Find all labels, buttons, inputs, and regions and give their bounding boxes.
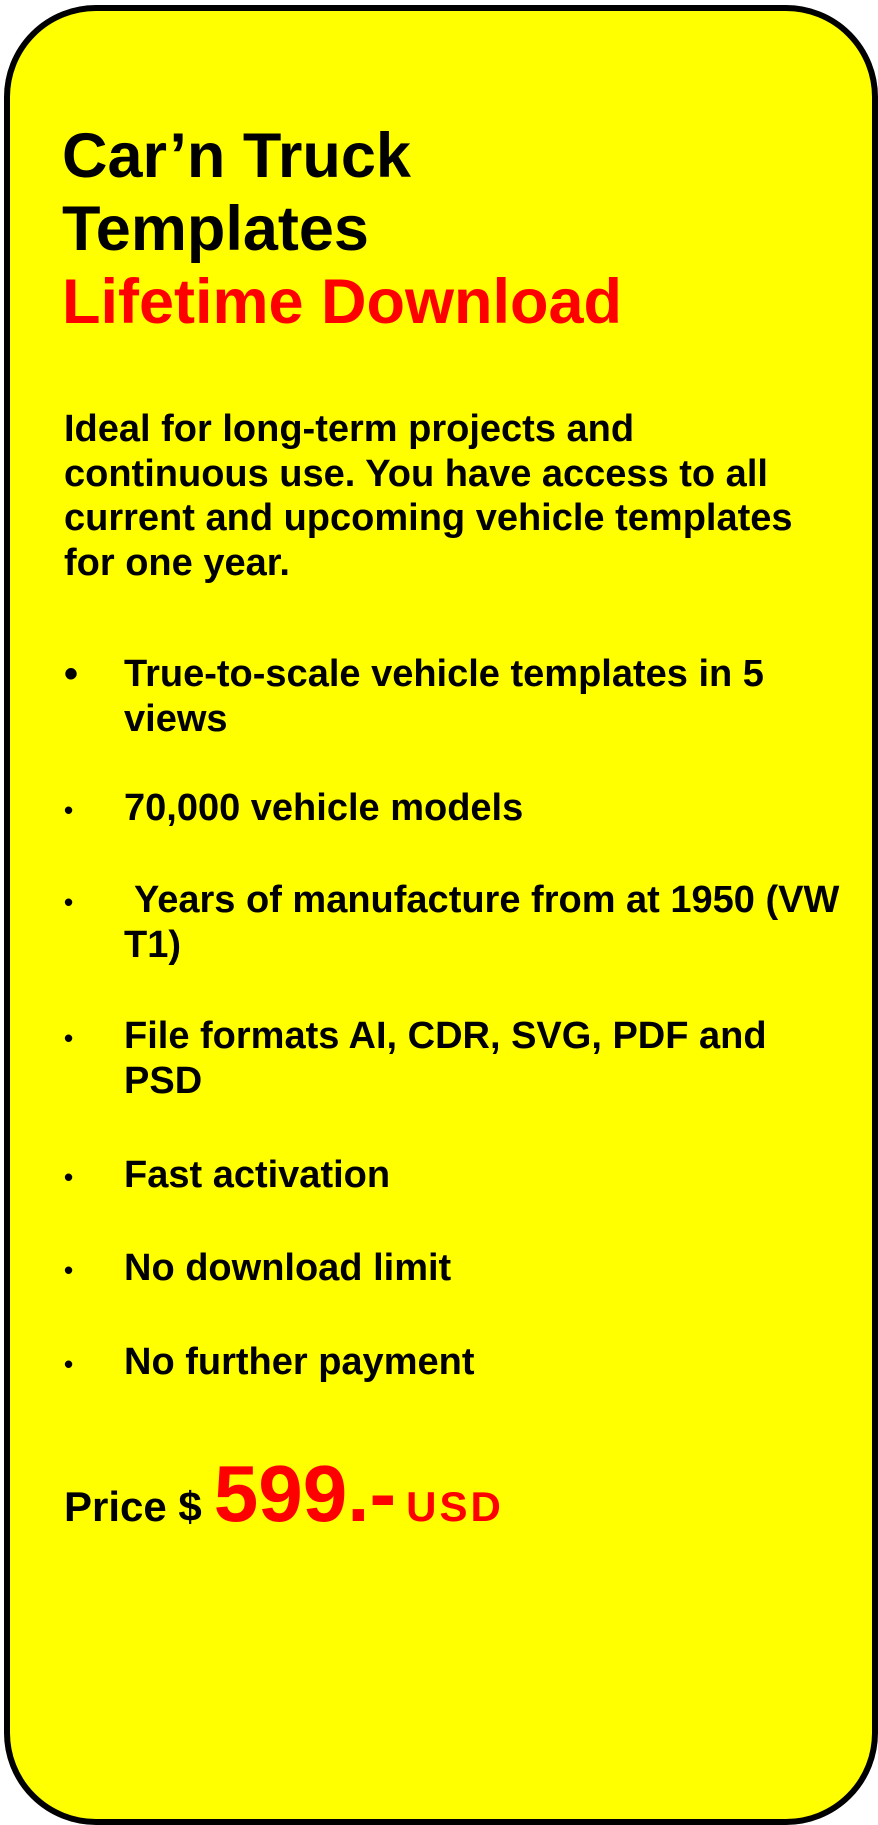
feature-text: File formats AI, CDR, SVG, PDF and PSD (124, 1015, 767, 1102)
price-line (64, 1448, 504, 1540)
price-label: Price $ (64, 1483, 202, 1530)
feature-text: Fast activation (124, 1154, 391, 1196)
price-amount: 599.- (213, 1449, 397, 1538)
feature-item (64, 1014, 854, 1103)
feature-text: Years of manufacture from at 1950 (VW T1) (124, 879, 840, 966)
price-currency: USD (406, 1483, 504, 1530)
feature-item (64, 878, 854, 967)
feature-item (64, 786, 854, 831)
bullet-icon: • (64, 795, 74, 825)
feature-text: True-to-scale vehicle templates in 5 views (124, 653, 764, 740)
feature-text: No download limit (124, 1247, 452, 1289)
bullet-icon: • (64, 652, 79, 696)
feature-item (64, 1153, 854, 1198)
plan-subtitle: Lifetime Download (62, 267, 623, 337)
bullet-icon: • (64, 1349, 74, 1379)
feature-item (64, 1340, 854, 1385)
feature-item (64, 1246, 854, 1291)
bullet-icon: • (64, 887, 74, 917)
bullet-icon: • (64, 1023, 74, 1053)
plan-description: Ideal for long-term projects and continuous use. You have access to all current and upcoming vehicle templates for one year. (64, 408, 793, 584)
feature-item (64, 652, 854, 741)
plan-title-line-2: Templates (62, 194, 369, 264)
plan-title (62, 120, 622, 339)
bullet-icon: • (64, 1162, 74, 1192)
bullet-icon: • (64, 1255, 74, 1285)
plan-title-line-1: Car’n Truck (62, 121, 411, 191)
feature-text: 70,000 vehicle models (124, 787, 524, 829)
feature-text: No further payment (124, 1341, 475, 1383)
